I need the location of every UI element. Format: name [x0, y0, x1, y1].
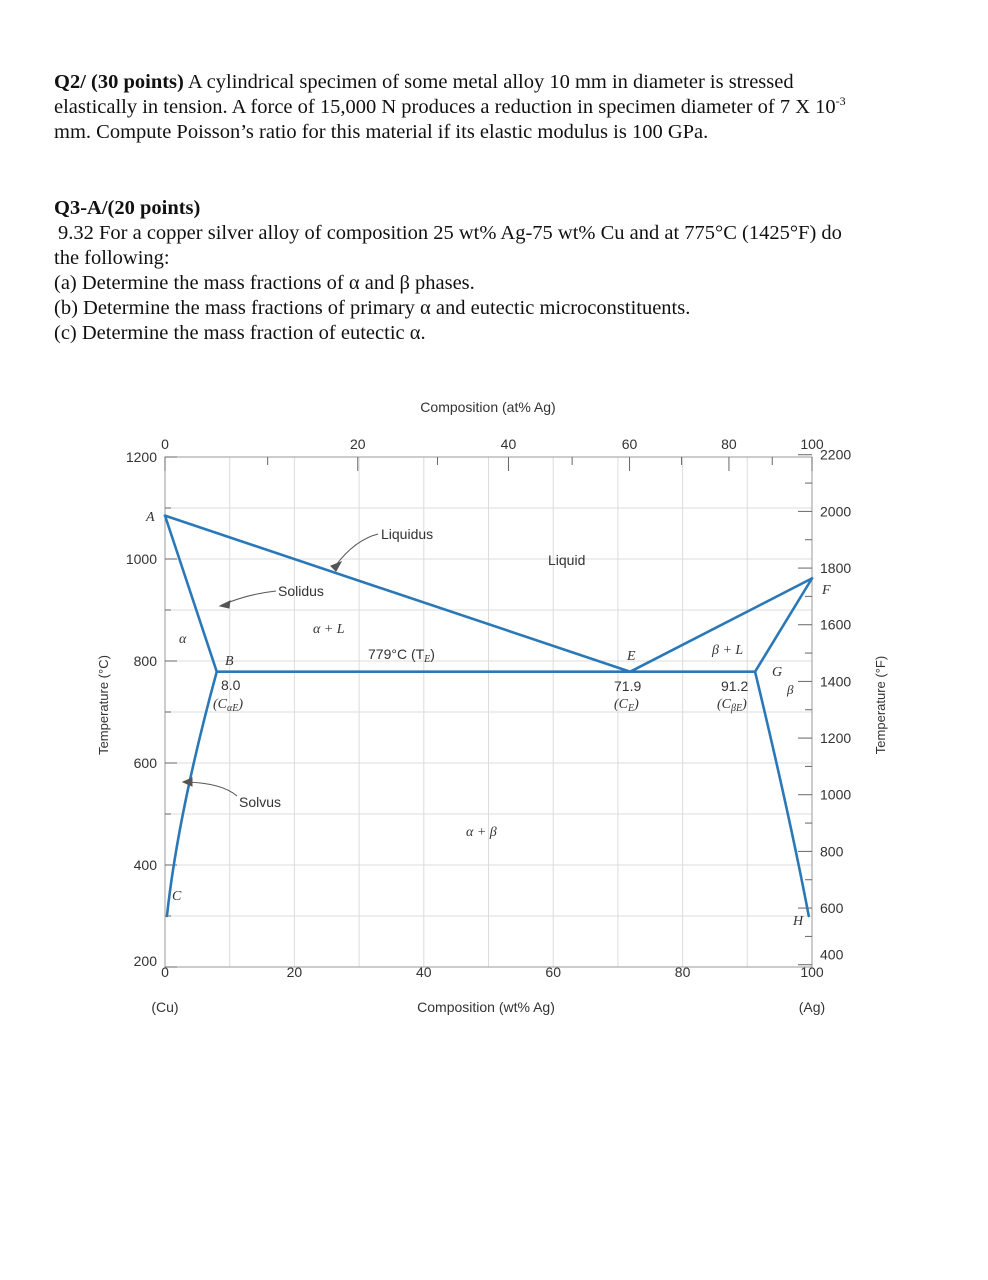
right-axis-tick-label: 1800 — [820, 560, 852, 577]
c-beta-e-value: 91.2 — [721, 678, 749, 694]
x-end-label-cu: (Cu) — [151, 999, 179, 1015]
right-axis-tick-label: 1600 — [820, 616, 852, 633]
alpha-region-label: α — [179, 632, 187, 647]
eutectic-temperature-value: 779°C (T — [368, 646, 425, 662]
right-axis-tick-label: 2000 — [820, 503, 852, 520]
q3-item-b: (b) Determine the mass fractions of primary α and eutectic microconstituents. — [54, 297, 691, 319]
beta-region-label: β — [787, 682, 794, 697]
solvus-curve — [167, 672, 217, 916]
q3-text-line1: 9.32 For a copper silver alloy of composition 25 wt% Ag-75 wt% Cu and at 775°C (1425°F) do — [58, 222, 842, 244]
top-axis-title: Composition (at% Ag) — [420, 399, 556, 415]
c-beta-e-label — [717, 697, 747, 714]
top-axis-tick-label: 60 — [621, 436, 638, 452]
point-b-label: B — [225, 654, 234, 669]
c-alpha-e-label — [213, 697, 243, 714]
q2-text-line3: mm. Compute Poisson’s ratio for this material if its elastic modulus is 100 GPa. — [54, 121, 709, 143]
point-h-label: H — [793, 914, 804, 929]
c-alpha-e-subscript: αE — [227, 703, 239, 714]
top-axis-tick-label: 40 — [500, 436, 517, 452]
c-e-symbol: (C — [614, 697, 628, 712]
grid — [165, 457, 812, 967]
right-axis-tick-label: 1200 — [820, 730, 852, 747]
alpha-plus-liquid-label: α + L — [313, 622, 345, 637]
left-axis-tick-label: 200 — [133, 953, 157, 969]
c-e-paren: ) — [634, 697, 639, 712]
point-c-label: C — [172, 889, 182, 904]
c-e-label — [614, 697, 639, 714]
c-alpha-e-symbol: (C — [213, 697, 227, 712]
q2-text-line2: elastically in tension. A force of 15,000 N produces a reduction in specimen diameter of 7 X 10 — [54, 96, 836, 118]
point-f-label: F — [822, 583, 831, 598]
solidus-curve — [165, 516, 217, 672]
q3-item-a: (a) Determine the mass fractions of α and β phases. — [54, 272, 475, 294]
x-axis-tick-label: 0 — [161, 964, 169, 980]
c-alpha-e-value: 8.0 — [221, 677, 241, 693]
eutectic-temperature-paren: ) — [430, 646, 435, 662]
right-axis-tick-label: 600 — [820, 900, 844, 917]
top-axis-tick-label: 20 — [349, 436, 366, 452]
top-axis-tick-label: 0 — [161, 436, 169, 452]
c-alpha-e-paren: ) — [238, 697, 244, 712]
y-axis-title-left: Temperature (°C) — [96, 655, 111, 755]
question-2 — [54, 70, 934, 145]
right-axis-tick-label: 800 — [820, 843, 844, 860]
q2-exponent: -3 — [835, 94, 846, 109]
cu-ag-phase-diagram — [0, 380, 988, 1030]
solvus-curve — [755, 672, 809, 916]
x-axis-title: Composition (wt% Ag) — [417, 999, 555, 1015]
top-axis-tick-label: 100 — [800, 436, 824, 452]
left-axis-tick-label: 600 — [133, 755, 157, 771]
q3-heading: Q3-A/(20 points) — [54, 197, 201, 219]
c-beta-e-subscript: βE — [731, 703, 743, 714]
y-axis-title-right: Temperature (°F) — [873, 655, 888, 755]
solvus-label: Solvus — [239, 794, 282, 810]
point-a-label: A — [146, 510, 155, 525]
left-axis-tick-label: 1000 — [125, 551, 157, 567]
x-end-label-ag: (Ag) — [798, 999, 826, 1015]
point-e-label: E — [627, 649, 636, 664]
left-axis-tick-label: 400 — [133, 857, 157, 873]
x-axis-tick-label: 20 — [286, 964, 303, 980]
question-3a — [54, 196, 934, 346]
q2-text-line1: A cylindrical specimen of some metal alloy 10 mm in diameter is stressed — [183, 71, 794, 93]
liquidus-label: Liquidus — [381, 526, 434, 542]
top-axis-tick-label: 80 — [721, 436, 737, 452]
point-g-label: G — [772, 665, 783, 680]
c-beta-e-symbol: (C — [717, 697, 731, 712]
q3-item-c: (c) Determine the mass fraction of eutectic α. — [54, 322, 426, 344]
solidus-arrowhead — [220, 601, 230, 608]
beta-plus-liquid-label: β + L — [712, 643, 744, 658]
q3-text-line2: the following: — [54, 247, 170, 269]
eutectic-temperature-subscript: E — [424, 654, 431, 665]
right-axis-tick-label: 1000 — [820, 786, 852, 803]
c-e-value: 71.9 — [614, 678, 642, 694]
c-e-subscript: E — [628, 703, 635, 714]
x-axis-tick-label: 80 — [674, 964, 691, 980]
liquidus-arrowhead — [331, 562, 341, 571]
left-axis-tick-label: 800 — [133, 653, 157, 669]
right-axis-tick-label: 400 — [820, 946, 844, 963]
c-beta-e-paren: ) — [742, 697, 747, 712]
right-axis-tick-label: 2200 — [820, 446, 852, 463]
right-axis-tick-label: 1400 — [820, 673, 852, 690]
x-axis-tick-label: 40 — [416, 964, 432, 980]
alpha-plus-beta-label: α + β — [466, 825, 497, 840]
liquid-region-label: Liquid — [548, 552, 586, 568]
solidus-label: Solidus — [278, 583, 324, 599]
leader-lines — [183, 534, 378, 796]
solvus-arrowhead — [183, 778, 192, 786]
left-axis-tick-label: 1200 — [125, 449, 157, 465]
x-axis-tick-label: 100 — [800, 964, 824, 980]
liquidus-leader — [336, 534, 378, 565]
q2-heading: Q2/ (30 points) — [54, 71, 184, 93]
x-axis-tick-label: 60 — [545, 964, 561, 980]
eutectic-temperature-label — [368, 646, 435, 665]
